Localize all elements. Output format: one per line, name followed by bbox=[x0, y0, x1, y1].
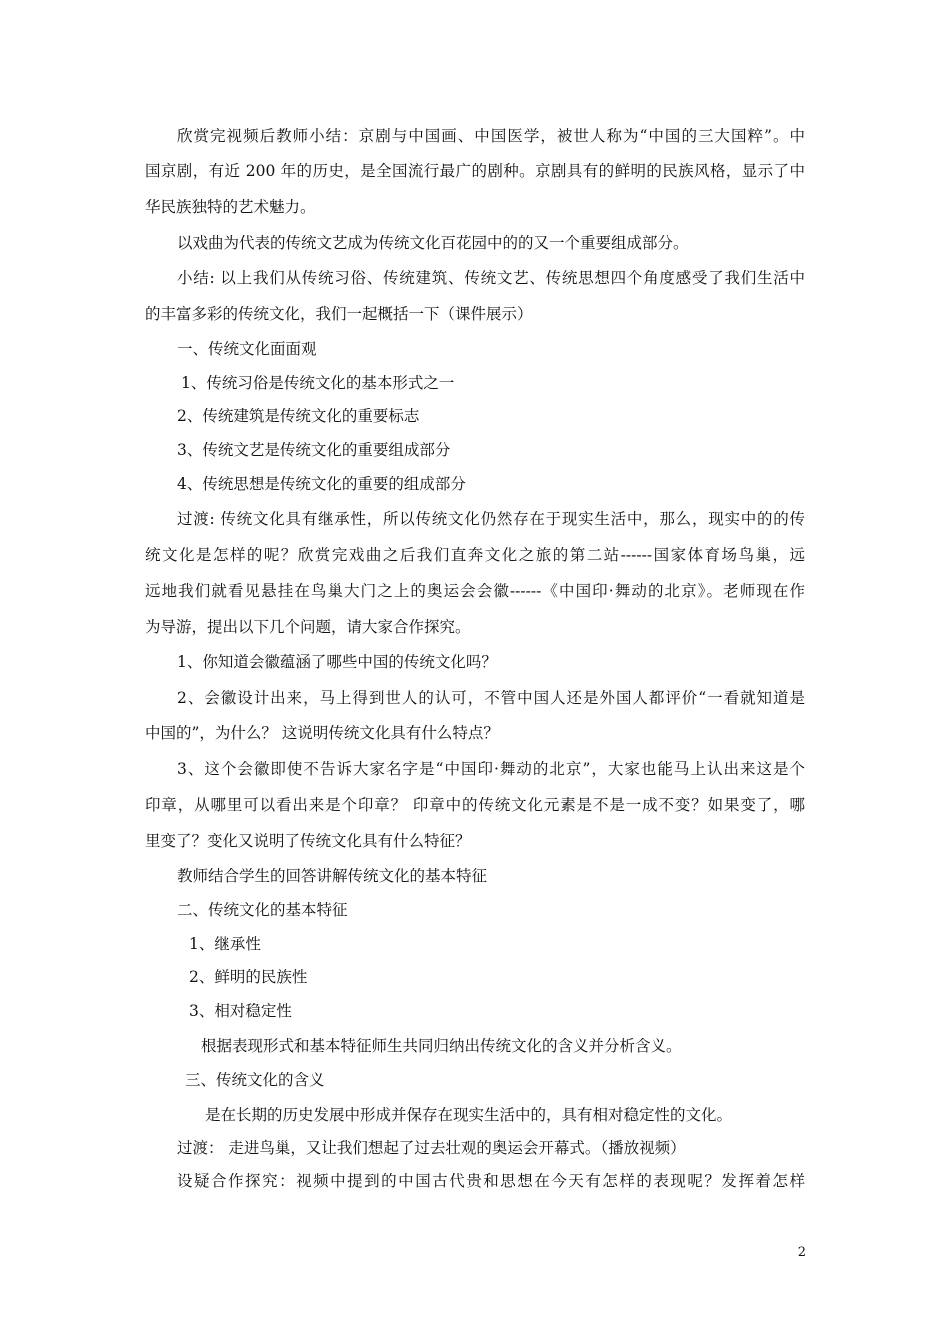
paragraph-line: 欣赏完视频后教师小结：京剧与中国画、中国医学，被世人称为“中国的三大国粹”。中 bbox=[177, 127, 805, 145]
list-item: 2、传统建筑是传统文化的重要标志 bbox=[177, 407, 420, 425]
section-heading: 二、传统文化的基本特征 bbox=[177, 901, 348, 919]
list-item: 3、相对稳定性 bbox=[189, 1002, 292, 1020]
paragraph-line: 中国的”，为什么？ 这说明传统文化具有什么特点？ bbox=[145, 724, 499, 742]
paragraph-line: 根据表现形式和基本特征师生共同归纳出传统文化的含义并分析含义。 bbox=[201, 1037, 682, 1055]
definition-line: 是在长期的历史发展中形成并保存在现实生活中的，具有相对稳定性的文化。 bbox=[205, 1106, 733, 1124]
list-item: 1、传统习俗是传统文化的基本形式之一 bbox=[181, 374, 455, 392]
question-item: 2、会徽设计出来，马上得到世人的认可，不管中国人还是外国人都评价“一看就知道是 bbox=[177, 689, 805, 707]
page-number: 2 bbox=[797, 1245, 806, 1260]
question-item: 1、你知道会徽蕴涵了哪些中国的传统文化吗？ bbox=[177, 653, 497, 671]
paragraph-line: 印章，从哪里可以看出来是个印章？ 印章中的传统文化元素是不是一成不变？如果变了，哪 bbox=[145, 796, 805, 814]
paragraph-line: 过渡： 走进鸟巢，又让我们想起了过去壮观的奥运会开幕式。（播放视频） bbox=[177, 1139, 686, 1157]
paragraph-line: 过渡: 传统文化具有继承性，所以传统文化仍然存在于现实生活中，那么，现实中的的传 bbox=[177, 510, 805, 528]
list-item: 2、鲜明的民族性 bbox=[189, 968, 308, 986]
paragraph-line: 远地我们就看见悬挂在鸟巢大门之上的奥运会会徽------《中国印·舞动的北京》。老师现在作 bbox=[145, 582, 805, 600]
list-item: 4、传统思想是传统文化的重要的组成部分 bbox=[177, 475, 466, 493]
paragraph-line: 华民族独特的艺术魅力。 bbox=[145, 198, 316, 216]
paragraph-line: 为导游，提出以下几个问题，请大家合作探究。 bbox=[145, 618, 471, 636]
paragraph-line: 小结: 以上我们从传统习俗、传统建筑、传统文艺、传统思想四个角度感受了我们生活中 bbox=[177, 269, 805, 287]
paragraph-line: 的丰富多彩的传统文化，我们一起概括一下（课件展示） bbox=[145, 305, 533, 323]
list-item: 3、传统文艺是传统文化的重要组成部分 bbox=[177, 441, 451, 459]
paragraph-line: 设疑合作探究：视频中提到的中国古代贵和思想在今天有怎样的表现呢？发挥着怎样 bbox=[177, 1172, 805, 1190]
paragraph-line: 以戏曲为代表的传统文艺成为传统文化百花园中的的又一个重要组成部分。 bbox=[177, 234, 689, 252]
list-item: 1、继承性 bbox=[189, 935, 261, 953]
paragraph-line: 里变了？变化又说明了传统文化具有什么特征？ bbox=[145, 832, 471, 850]
paragraph-line: 统文化是怎样的呢？欣赏完戏曲之后我们直奔文化之旅的第二站------国家体育场鸟巢，远 bbox=[145, 546, 805, 564]
paragraph-line: 教师结合学生的回答讲解传统文化的基本特征 bbox=[177, 867, 488, 885]
question-item: 3、这个会徽即使不告诉大家名字是“中国印·舞动的北京”，大家也能马上认出来这是个 bbox=[177, 760, 805, 778]
section-heading: 一、传统文化面面观 bbox=[177, 340, 317, 358]
paragraph-line: 国京剧，有近 200 年的历史，是全国流行最广的剧种。京剧具有的鲜明的民族风格，显示了中 bbox=[145, 162, 805, 180]
section-heading: 三、传统文化的含义 bbox=[185, 1071, 325, 1089]
